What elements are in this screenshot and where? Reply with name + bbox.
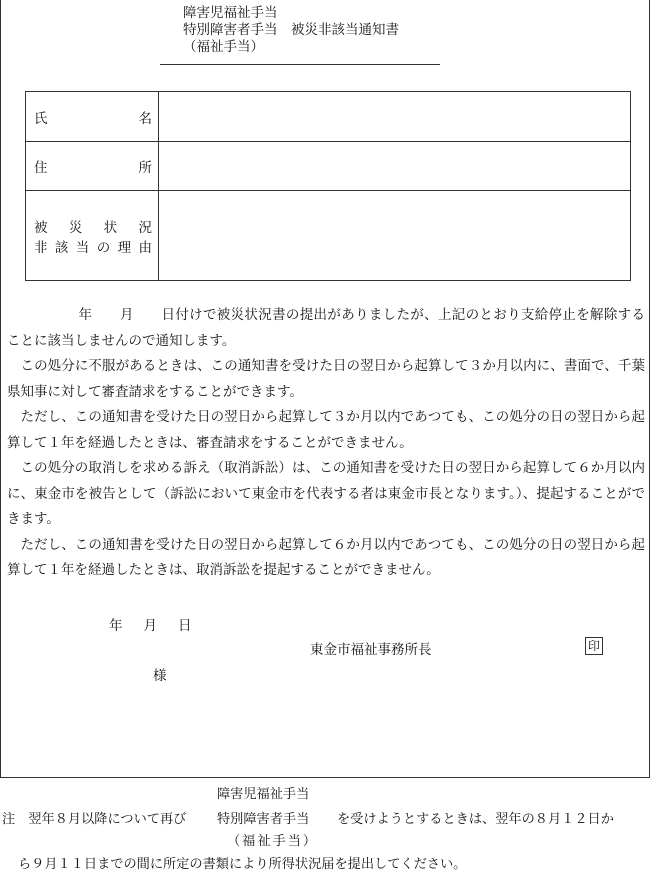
note-line-2c: を受けようとするときは、翌年の８月１２日か xyxy=(337,812,614,827)
seal-mark: 印 xyxy=(585,637,603,655)
note-line-4: ら９月１１日までの間に所定の書類により所得状況届を提出してください。 xyxy=(18,857,467,872)
note-line-3: （福祉手当） xyxy=(227,834,319,849)
date-month: 月 xyxy=(143,618,157,634)
reason-label-1: 被災状況 xyxy=(34,219,152,236)
address-label: 住所 xyxy=(34,160,152,176)
reason-label-2: 非該当の理由 xyxy=(34,239,152,256)
title-line-2a: 特別障害者手当 xyxy=(183,22,278,38)
date-year: 年 xyxy=(109,618,123,634)
name-row xyxy=(26,92,631,142)
paragraph-2: この処分に不服があるときは、この通知書を受けた日の翌日から起算して３か月以内に、書面で、千葉県知事に対して審査請求をすることができます。 xyxy=(7,358,645,400)
title-line-1: 障害児福祉手当 xyxy=(183,5,278,21)
title-line-2 xyxy=(183,22,399,39)
title-line-2b: 被災非該当通知書 xyxy=(291,22,399,38)
address-row xyxy=(26,142,631,191)
title-line-3: （福祉手当） xyxy=(183,39,264,55)
document-title xyxy=(183,5,399,56)
reason-row xyxy=(26,191,631,281)
issue-date xyxy=(109,614,213,634)
paragraph-3: ただし、この通知書を受けた日の翌日から起算して３か月以内であつても、この処分の日の翌日から起算して１年を経過したときは、審査請求をすることができません。 xyxy=(7,409,645,451)
addressee-suffix: 様 xyxy=(153,668,167,684)
address-value xyxy=(159,142,631,191)
notice-body xyxy=(7,303,645,584)
paragraph-1: 年 月 日付けで被災状況書の提出がありましたが、上記のとおり支給停止を解除することに該当しませんので通知します。 xyxy=(7,307,645,349)
paragraph-4: この処分の取消しを求める訴え（取消訴訟）は、この通知書を受けた日の翌日から起算して６か月以内に、東金市を被告として（訴訟において東金市を代表する者は東金市長となります。）、提起することができます。 xyxy=(7,460,645,527)
reason-value xyxy=(159,191,631,281)
name-label: 氏名 xyxy=(34,110,152,127)
issuer-name: 東金市福祉事務所長 xyxy=(310,642,432,658)
note-line-2a: 注 翌年８月以降について再び xyxy=(2,812,187,827)
note-line-2b: 特別障害者手当 xyxy=(217,812,310,827)
recipient-info-table xyxy=(25,91,631,281)
date-day: 日 xyxy=(178,618,192,634)
note-line-1: 障害児福祉手当 xyxy=(217,787,310,802)
name-value xyxy=(159,92,631,142)
paragraph-5: ただし、この通知書を受けた日の翌日から起算して６か月以内であつても、この処分の日の翌日から起算して１年を経過したときは、取消訴訟を提起することができません。 xyxy=(7,536,645,578)
title-underline xyxy=(160,64,440,65)
